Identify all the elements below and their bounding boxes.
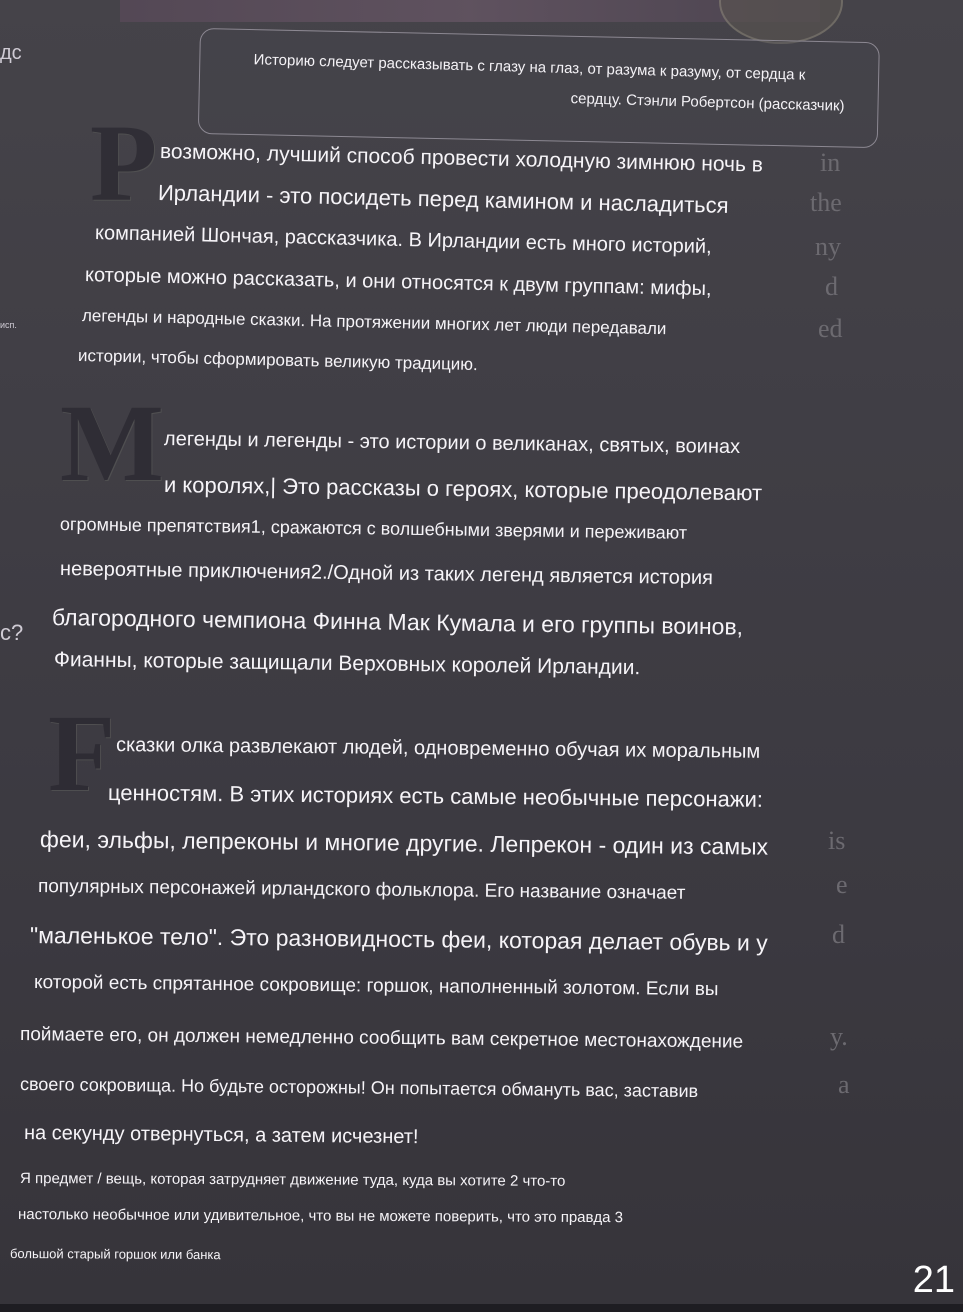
paragraph-1-line: возможно, лучший способ провести холодную зимнюю ночь в (159, 140, 764, 177)
bottom-bar (0, 1304, 963, 1312)
ghost-word: is (828, 826, 846, 855)
edge-text-top: дс (0, 42, 22, 64)
footnote-line: Я предмет / вещь, которая затрудняет движение туда, куда вы хотите 2 что-то (19, 1170, 566, 1190)
paragraph-1-line: компанией Шончая, рассказчика. В Ирландии есть много историй, (94, 222, 712, 258)
paragraph-2-line: легенды и легенды - это истории о великанах, святых, воинах (163, 428, 741, 459)
paragraph-2-line: благородного чемпиона Финна Мак Кумала и его группы воинов, (51, 604, 744, 640)
ghost-word: in (820, 148, 841, 177)
ghost-word: d (825, 272, 838, 301)
corner-illustration (719, 0, 843, 44)
paragraph-1-line: истории, чтобы сформировать великую традицию. (77, 346, 478, 375)
ghost-word: ed (818, 314, 843, 343)
quote-line: Историю следует рассказывать с глазу на глаз, от разума к разуму, от сердца к (253, 51, 806, 84)
paragraph-2-line: Фианны, которые защищали Верховных королей Ирландии. (53, 648, 641, 680)
ghost-word: e (836, 870, 848, 899)
footnote-line: большой старый горшок или банка (9, 1246, 221, 1263)
ghost-word: the (810, 188, 842, 217)
paragraph-3-line: "маленькое тело". Это разновидность феи, которая делает обувь и у (29, 922, 768, 956)
edge-text-small: исп. (0, 320, 17, 330)
paragraph-2-line: и королях,| Это рассказы о героях, которые преодолевают (163, 472, 763, 506)
footnote-line: настолько необычное или удивительное, что вы не можете поверить, что это правда 3 (17, 1206, 623, 1227)
paragraph-3-line: своего сокровища. Но будьте осторожны! Он попытается обмануть вас, заставив (19, 1074, 699, 1102)
ghost-word: y. (830, 1022, 848, 1051)
paragraph-1-line: которые можно рассказать, и они относятся к двум группам: мифы, (84, 264, 712, 301)
paragraph-2-line: огромные препятствия1, сражаются с волшебными зверями и переживают (59, 514, 688, 543)
ghost-word: ny (815, 232, 841, 261)
paragraph-2-line: невероятные приключения2./Одной из таких легенд является история (59, 558, 714, 590)
paragraph-3-line: на секунду отвернуться, а затем исчезнет! (23, 1122, 419, 1149)
paragraph-1-line: Ирландии - это посидеть перед камином и насладиться (157, 180, 729, 218)
paragraph-3-line: ценностям. В этих историях есть самые необычные персонажи: (107, 780, 764, 812)
dropcap-p: P (90, 102, 158, 224)
edge-text-question: с? (0, 620, 24, 645)
page-number: 21 (912, 1259, 955, 1301)
paragraph-3-line: сказки олка развлекают людей, одновременно обучая их моральным (115, 734, 761, 763)
top-illustration-strip (120, 0, 820, 22)
paragraph-3-line: которой есть спрятанное сокровище: горшок, наполненный золотом. Если вы (33, 972, 719, 1001)
ghost-word: d (832, 920, 845, 949)
ghost-word: a (838, 1070, 850, 1099)
paragraph-3-line: поймаете его, он должен немедленно сообщить вам секретное местонахождение (19, 1024, 744, 1053)
paragraph-1-line: легенды и народные сказки. На протяжении многих лет люди передавали (81, 306, 667, 339)
quote-line: сердцу. Стэнли Робертсон (рассказчик) (570, 90, 845, 115)
paragraph-3-line: популярных персонажей ирландского фольклора. Его название означает (37, 876, 686, 904)
dropcap-m: M (60, 382, 164, 504)
dropcap-f: F (48, 692, 116, 814)
paragraph-3-line: феи, эльфы, лепреконы и многие другие. Лепрекон - один из самых (39, 826, 769, 860)
